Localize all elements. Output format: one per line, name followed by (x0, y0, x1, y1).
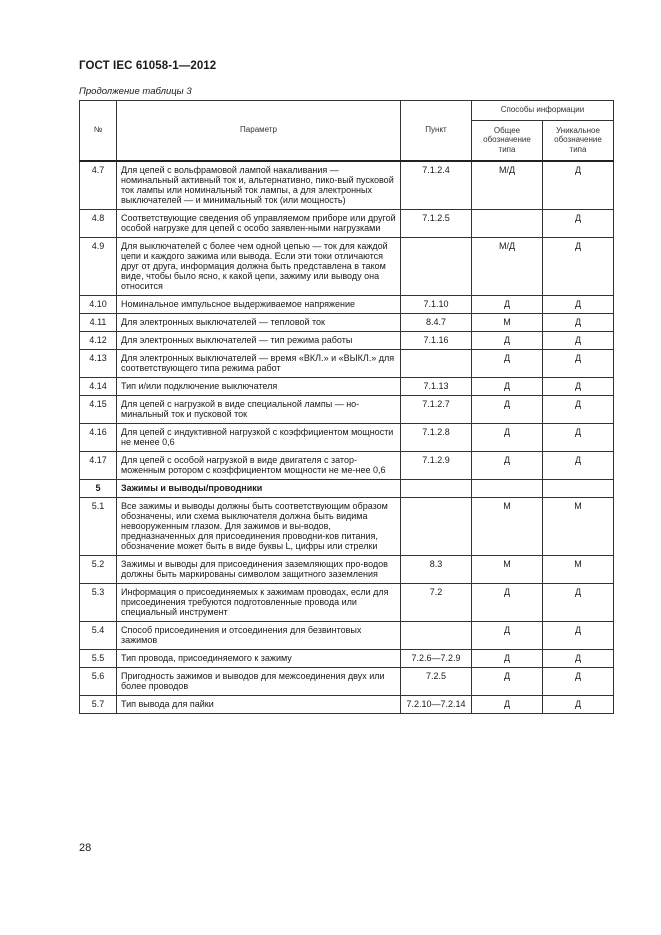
row-general-designation: Д (472, 621, 543, 649)
row-general-designation: М (472, 313, 543, 331)
table-row (80, 695, 614, 713)
row-clause: 7.2.6—7.2.9 (401, 649, 472, 667)
table-row (80, 209, 614, 237)
row-unique-designation: Д (543, 377, 614, 395)
table-row (80, 555, 614, 583)
row-number: 5.5 (80, 649, 117, 667)
row-clause: 7.2 (401, 583, 472, 621)
row-general-designation: Д (472, 649, 543, 667)
header-param: Параметр (117, 101, 401, 161)
row-parameter: Соответствующие сведения об управляемом приборе или другой особой нагрузке для цепей с особо заявлен-ными нагрузками (117, 209, 401, 237)
table-row (80, 497, 614, 555)
row-unique-designation: Д (543, 583, 614, 621)
row-clause: 7.2.10—7.2.14 (401, 695, 472, 713)
row-clause: 7.1.2.8 (401, 423, 472, 451)
header-info-methods: Способы информации (472, 101, 614, 121)
row-unique-designation: Д (543, 237, 614, 295)
row-number: 5.2 (80, 555, 117, 583)
row-general-designation: Д (472, 583, 543, 621)
table-row (80, 395, 614, 423)
row-clause: 8.3 (401, 555, 472, 583)
table-row (80, 349, 614, 377)
row-number: 5.6 (80, 667, 117, 695)
row-parameter: Для электронных выключателей — тепловой ток (117, 313, 401, 331)
row-general-designation: Д (472, 295, 543, 313)
row-number: 4.14 (80, 377, 117, 395)
row-unique-designation: Д (543, 649, 614, 667)
header-general-type: Общее обозначение типа (472, 121, 543, 161)
row-number: 4.7 (80, 161, 117, 210)
row-unique-designation: Д (543, 695, 614, 713)
table-row (80, 621, 614, 649)
row-clause: 7.1.10 (401, 295, 472, 313)
row-clause (401, 349, 472, 377)
header-clause: Пункт (401, 101, 472, 161)
document-header: ГОСТ IEC 61058-1—2012 (79, 60, 217, 72)
row-parameter: Зажимы и выводы/проводники (117, 479, 401, 497)
row-unique-designation: Д (543, 451, 614, 479)
row-unique-designation: Д (543, 331, 614, 349)
row-general-designation: Д (472, 423, 543, 451)
row-clause (401, 237, 472, 295)
row-number: 5 (80, 479, 117, 497)
table-row (80, 423, 614, 451)
table-row (80, 451, 614, 479)
row-general-designation: Д (472, 331, 543, 349)
row-unique-designation: М (543, 497, 614, 555)
row-general-designation: Д (472, 377, 543, 395)
row-general-designation: М (472, 497, 543, 555)
row-clause (401, 621, 472, 649)
row-clause: 7.2.5 (401, 667, 472, 695)
row-number: 4.10 (80, 295, 117, 313)
row-unique-designation: Д (543, 313, 614, 331)
row-general-designation: Д (472, 451, 543, 479)
row-clause (401, 479, 472, 497)
row-unique-designation (543, 479, 614, 497)
row-parameter: Для цепей с нагрузкой в виде специальной лампы — но-минальный ток и пусковой ток (117, 395, 401, 423)
row-general-designation (472, 209, 543, 237)
row-parameter: Зажимы и выводы для присоединения заземляющих про-водов должны быть маркированы символом защитного заземления (117, 555, 401, 583)
row-parameter: Для цепей с индуктивной нагрузкой с коэффициентом мощности не менее 0,6 (117, 423, 401, 451)
row-number: 4.13 (80, 349, 117, 377)
row-clause: 7.1.16 (401, 331, 472, 349)
row-unique-designation: Д (543, 423, 614, 451)
row-clause: 8.4.7 (401, 313, 472, 331)
row-clause (401, 497, 472, 555)
table-head (80, 101, 614, 161)
row-general-designation: Д (472, 667, 543, 695)
table-row (80, 583, 614, 621)
row-number: 5.7 (80, 695, 117, 713)
table-row (80, 161, 614, 210)
row-unique-designation: Д (543, 667, 614, 695)
row-parameter: Тип вывода для пайки (117, 695, 401, 713)
row-general-designation: М (472, 555, 543, 583)
row-number: 4.15 (80, 395, 117, 423)
row-number: 5.1 (80, 497, 117, 555)
row-parameter: Номинальное импульсное выдерживаемое напряжение (117, 295, 401, 313)
row-parameter: Для электронных выключателей — тип режима работы (117, 331, 401, 349)
row-clause: 7.1.2.9 (401, 451, 472, 479)
row-parameter: Для электронных выключателей — время «ВКЛ.» и «ВЫКЛ.» для соответствующего типа режима работ (117, 349, 401, 377)
row-parameter: Для цепей с вольфрамовой лампой накаливания — номинальный активный ток и, альтернативно, пико-вый пусковой ток лампы или номинальный ток лампы, а для электронных выключателей — и минимальный ток (или мощность) (117, 161, 401, 210)
row-general-designation (472, 479, 543, 497)
table-row (80, 295, 614, 313)
row-number: 4.16 (80, 423, 117, 451)
row-number: 4.8 (80, 209, 117, 237)
table-row (80, 313, 614, 331)
row-number: 4.11 (80, 313, 117, 331)
row-number: 4.9 (80, 237, 117, 295)
row-parameter: Информация о присоединяемых к зажимам проводах, если для присоединения требуются подготовленные провода или специальный инструмент (117, 583, 401, 621)
row-unique-designation: Д (543, 209, 614, 237)
table-row (80, 479, 614, 497)
table-row (80, 377, 614, 395)
row-parameter: Способ присоединения и отсоединения для безвинтовых зажимов (117, 621, 401, 649)
row-number: 4.12 (80, 331, 117, 349)
row-general-designation: Д (472, 695, 543, 713)
table-row (80, 237, 614, 295)
row-number: 5.3 (80, 583, 117, 621)
row-number: 4.17 (80, 451, 117, 479)
row-general-designation: Д (472, 349, 543, 377)
row-unique-designation: Д (543, 349, 614, 377)
table-row (80, 667, 614, 695)
row-unique-designation: Д (543, 161, 614, 210)
table-body (80, 161, 614, 714)
row-parameter: Все зажимы и выводы должны быть соответствующим образом обозначены, или схема выключателя должна быть видима невооруженным глазом. Для зажимов и вы-водов, предназначенных для присоединения проводни-ков питания, обозначение может быть в виде буквы L, цифры или стрелки (117, 497, 401, 555)
row-unique-designation: Д (543, 395, 614, 423)
header-num: № (80, 101, 117, 161)
row-general-designation: Д (472, 395, 543, 423)
row-number: 5.4 (80, 621, 117, 649)
table-caption: Продолжение таблицы 3 (79, 86, 192, 97)
row-parameter: Для цепей с особой нагрузкой в виде двигателя с затор-моженным ротором с коэффициентом мощности не ме-нее 0,6 (117, 451, 401, 479)
row-clause: 7.1.13 (401, 377, 472, 395)
row-general-designation: М/Д (472, 161, 543, 210)
page-number: 28 (79, 842, 92, 854)
table-row (80, 331, 614, 349)
row-parameter: Для выключателей с более чем одной цепью — ток для каждой цепи и каждого зажима или вывода. Если эти токи отличаются друг от друга, информация должна быть представлена в таком виде, чтобы было ясно, к какой цепи, зажиму или выводу она относится (117, 237, 401, 295)
row-unique-designation: Д (543, 621, 614, 649)
row-clause: 7.1.2.7 (401, 395, 472, 423)
row-parameter: Тип и/или подключение выключателя (117, 377, 401, 395)
row-general-designation: М/Д (472, 237, 543, 295)
row-parameter: Тип провода, присоединяемого к зажиму (117, 649, 401, 667)
row-unique-designation: М (543, 555, 614, 583)
row-clause: 7.1.2.4 (401, 161, 472, 210)
row-clause: 7.1.2.5 (401, 209, 472, 237)
row-parameter: Пригодность зажимов и выводов для межсоединения двух или более проводов (117, 667, 401, 695)
row-unique-designation: Д (543, 295, 614, 313)
table-row (80, 649, 614, 667)
header-unique-type: Уникальное обозначение типа (543, 121, 614, 161)
parameters-table (79, 100, 614, 714)
